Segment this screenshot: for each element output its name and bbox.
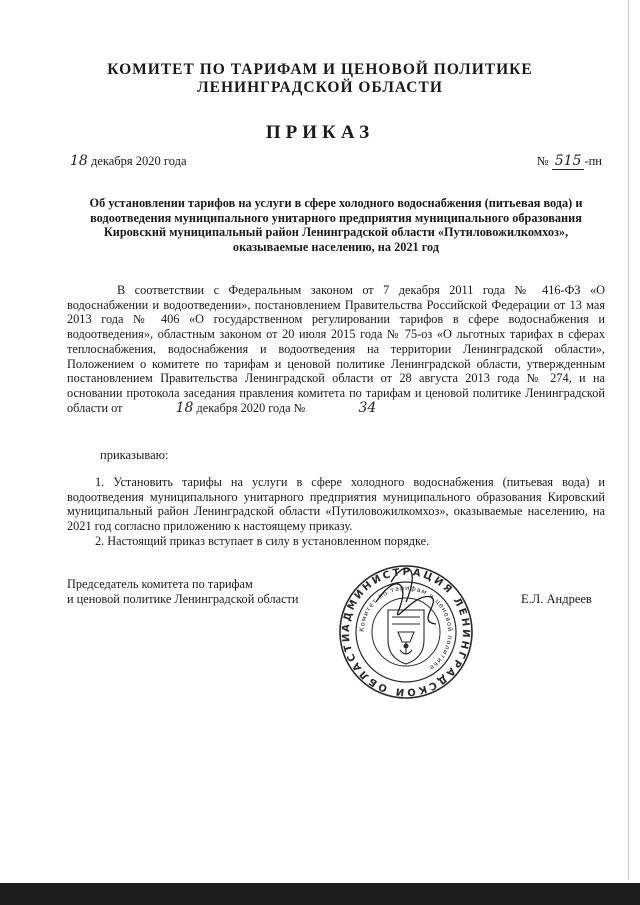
number-suffix: -пн <box>584 154 602 168</box>
stamp-inner-text: Комитет по тарифам и ценовой политике <box>357 583 455 673</box>
scan-edge-line <box>628 0 629 880</box>
signatory-position-line1: Председатель комитета по тарифам <box>67 577 253 591</box>
handwritten-number: 515 <box>552 153 585 170</box>
order-item-1: 1. Установить тарифы на услуги в сфере холодного водоснабжения (питьевая вода) и водоотведения муниципального унитарного предприятия муниципального образования Кировский муниципальный район Ленинградской области «Путиловожилкомхоз», оказываемые населению, на 2021 год согласно приложению к настоящему приказу. <box>67 475 605 534</box>
document-date <box>70 153 187 169</box>
official-stamp <box>336 562 476 707</box>
stamp-outer-text: АДМИНИСТРАЦИЯ ЛЕНИНГРАДСКОЙ ОБЛАСТИ <box>340 566 472 698</box>
handwritten-protocol-day: 18 <box>175 399 194 416</box>
preamble-text: В соответствии с Федеральным законом от 7 декабря 2011 года № 416-ФЗ «О водоснабжении и водоотведении», постановлением Правительства Российской Федерации от 13 мая 2013 года № 406 «О государственном регулировании тарифов в сфере водоснабжения и водоотведения», областным законом от 20 июля 2015 года № 75-оз «О льготных тарифах в сферах теплоснабжения, водоснабжения и водоотведения на территории Ленинградской области», Положением о комитете по тарифам и ценовой политике Ленинградской области, утвержденным постановлением Правительства Ленинградской области от 28 августа 2013 года № 274, и на основании протокола заседания правления комитета по тарифам и ценовой политике Ленинградской области от <box>67 283 605 415</box>
order-item-2: 2. Настоящий приказ вступает в силу в установленном порядке. <box>95 534 430 548</box>
scan-bottom-border <box>0 883 640 905</box>
committee-name-line2: ЛЕНИНГРАДСКОЙ ОБЛАСТИ <box>197 79 443 96</box>
committee-name-line1: КОМИТЕТ ПО ТАРИФАМ И ЦЕНОВОЙ ПОЛИТИКЕ <box>107 61 533 78</box>
handwritten-protocol-number: 34 <box>358 399 377 416</box>
order-word: приказываю: <box>100 448 169 462</box>
stamp-seal-icon <box>336 562 476 702</box>
signatory-position-line2: и ценовой политике Ленинградской области <box>67 592 299 606</box>
protocol-date-rest: декабря 2020 года № <box>196 400 306 415</box>
signatory-name: Е.Л. Андреев <box>521 592 592 606</box>
signatory-position <box>67 577 298 607</box>
document-type-title: ПРИКАЗ <box>265 122 375 143</box>
handwritten-day: 18 <box>70 153 88 169</box>
date-rest: декабря 2020 года <box>90 154 187 168</box>
document-subject: Об установлении тарифов на услуги в сфере холодного водоснабжения (питьевая вода) и водоотведения муниципального унитарного предприятия муниципального образования Кировский муниципальный район Ленинградской области «Путиловожилкомхоз», оказываемые населению, на 2021 год <box>89 196 583 254</box>
document-number <box>537 153 602 170</box>
number-prefix: № <box>536 154 549 168</box>
preamble-paragraph <box>67 283 605 415</box>
